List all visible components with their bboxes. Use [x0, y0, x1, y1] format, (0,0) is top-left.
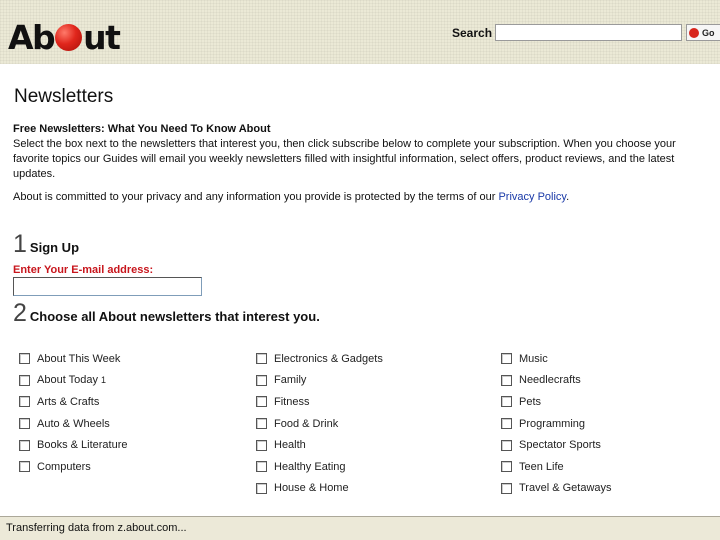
step-1-heading	[13, 232, 79, 257]
step-2-number: 2	[13, 299, 27, 327]
newsletter-checkbox[interactable]	[501, 375, 512, 386]
site-header	[0, 0, 720, 64]
newsletter-label: Books & Literature	[37, 439, 128, 452]
newsletter-label: Teen Life	[519, 460, 564, 473]
newsletter-checkbox[interactable]	[501, 418, 512, 429]
newsletter-label: Spectator Sports	[519, 439, 601, 452]
search-input[interactable]	[495, 24, 682, 41]
step-2-title: Choose all About newsletters that interest you.	[29, 309, 320, 324]
newsletter-item[interactable]	[501, 478, 612, 500]
newsletter-item[interactable]	[501, 391, 612, 413]
newsletter-label: About Today	[37, 374, 98, 387]
logo-text: Ab ut	[8, 18, 120, 57]
email-label: Enter Your E-mail address:	[13, 264, 154, 276]
newsletter-item[interactable]	[501, 413, 612, 435]
newsletter-label: Auto & Wheels	[37, 417, 110, 430]
newsletter-checkbox[interactable]	[256, 353, 267, 364]
newsletter-checkbox[interactable]	[256, 461, 267, 472]
newsletter-checkbox[interactable]	[256, 396, 267, 407]
newsletter-checkbox[interactable]	[501, 440, 512, 451]
search-label: Search	[452, 26, 493, 40]
newsletter-item[interactable]	[256, 370, 383, 392]
email-field[interactable]	[13, 277, 202, 296]
step-2-heading	[13, 301, 320, 326]
privacy-text: About is committed to your privacy and any information you provide is protected by the terms of our	[13, 191, 496, 203]
newsletter-item[interactable]	[256, 434, 383, 456]
newsletter-checkbox[interactable]	[19, 440, 30, 451]
privacy-policy-link[interactable]: Privacy Policy	[498, 191, 567, 203]
newsletter-checkbox[interactable]	[501, 483, 512, 494]
newsletter-item[interactable]	[19, 391, 128, 413]
go-button[interactable]	[686, 24, 720, 41]
newsletter-column-2	[256, 348, 383, 499]
newsletter-checkbox[interactable]	[19, 396, 30, 407]
privacy-period: .	[566, 191, 570, 203]
newsletter-label: Family	[274, 374, 307, 387]
newsletter-checkbox[interactable]	[19, 375, 30, 386]
newsletter-footnote: 1	[100, 375, 106, 386]
newsletter-item[interactable]	[501, 348, 612, 370]
newsletter-item[interactable]	[19, 456, 128, 478]
newsletter-checkbox[interactable]	[19, 461, 30, 472]
newsletter-label: House & Home	[274, 482, 349, 495]
newsletter-item[interactable]	[256, 391, 383, 413]
newsletter-label: Programming	[519, 417, 586, 430]
step-1-title: Sign Up	[29, 240, 80, 255]
logo-red-dot-icon	[55, 24, 82, 51]
newsletter-checkbox[interactable]	[501, 396, 512, 407]
newsletter-item[interactable]	[256, 478, 383, 500]
newsletter-item[interactable]	[256, 456, 383, 478]
newsletter-label: Music	[519, 352, 548, 365]
newsletter-item[interactable]	[501, 456, 612, 478]
newsletter-checkbox[interactable]	[501, 353, 512, 364]
newsletter-checkbox[interactable]	[256, 418, 267, 429]
page-title: Newsletters	[14, 86, 114, 107]
intro-body: Select the box next to the newsletters that interest you, then click subscribe below to complete your subscription. When you choose your favorite topics our Guides will email you weekly newsletters filled with insightful information, select offers, product reviews, and the latest updates.	[13, 138, 676, 180]
newsletter-item[interactable]	[256, 413, 383, 435]
newsletter-item[interactable]	[19, 348, 128, 370]
newsletter-label: About This Week	[37, 352, 121, 365]
go-label: Go	[702, 27, 715, 38]
newsletter-checkbox[interactable]	[256, 375, 267, 386]
newsletter-item[interactable]	[501, 370, 612, 392]
privacy-statement	[13, 191, 569, 203]
newsletter-label: Travel & Getaways	[519, 482, 612, 495]
newsletter-label: Electronics & Gadgets	[274, 352, 383, 365]
newsletter-column-3	[501, 348, 612, 499]
newsletter-label: Fitness	[274, 395, 310, 408]
newsletter-checkbox[interactable]	[501, 461, 512, 472]
newsletter-label: Pets	[519, 395, 542, 408]
about-logo[interactable]	[8, 14, 120, 57]
newsletter-label: Food & Drink	[274, 417, 339, 430]
newsletter-checkbox[interactable]	[19, 418, 30, 429]
newsletter-column-1	[19, 348, 128, 478]
newsletter-label: Computers	[37, 460, 91, 473]
newsletter-checkbox[interactable]	[256, 440, 267, 451]
newsletter-label: Healthy Eating	[274, 460, 346, 473]
newsletter-item[interactable]	[501, 434, 612, 456]
newsletter-item[interactable]	[19, 370, 128, 392]
newsletter-label: Health	[274, 439, 306, 452]
intro-heading: Free Newsletters: What You Need To Know About	[13, 123, 271, 135]
go-red-dot-icon	[689, 28, 699, 38]
newsletter-label: Needlecrafts	[519, 374, 581, 387]
newsletter-checkbox[interactable]	[256, 483, 267, 494]
newsletter-item[interactable]	[256, 348, 383, 370]
newsletter-item[interactable]	[19, 434, 128, 456]
newsletter-item[interactable]	[19, 413, 128, 435]
newsletter-label: Arts & Crafts	[37, 395, 100, 408]
newsletter-checkbox[interactable]	[19, 353, 30, 364]
status-text: Transferring data from z.about.com...	[6, 522, 187, 534]
browser-status-bar	[0, 516, 720, 540]
step-1-number: 1	[13, 230, 27, 258]
